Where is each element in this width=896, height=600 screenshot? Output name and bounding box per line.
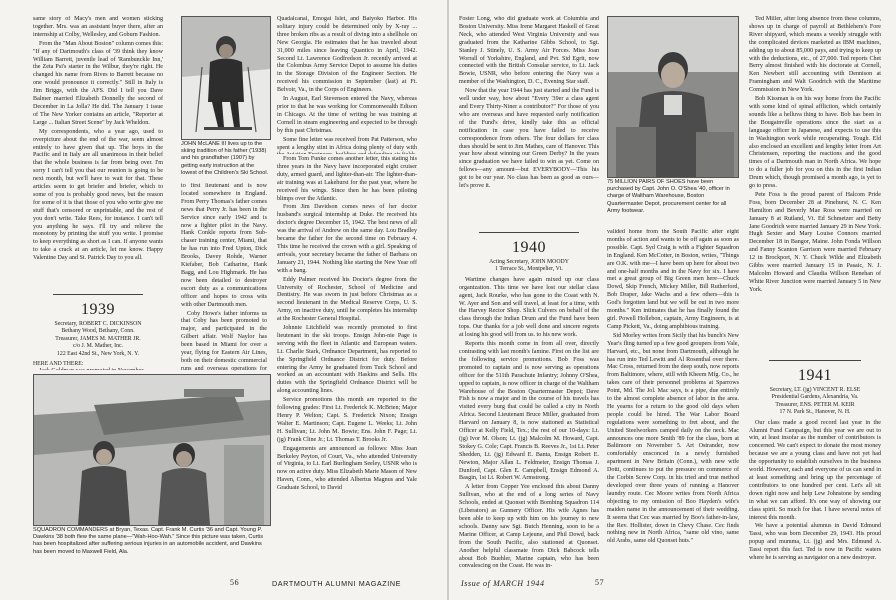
paragraph: In August, Earl Stevenson entered the Navy, whereas prior to that he was working for Commonwealth Edison in Chicago. At the time of writing he was training at Cornell in steam engineering and expected to be through by this past Christmas. — [277, 96, 417, 134]
paragraph: Foster Long, who did graduate work at Columbia and Boston University. Miss Irene Margaret Haskell of Great Neck, who attended West Virginia University and was graduated from the Katharine Gibbs School, to Sgt. Stanley J. Stinely, U. S. Army Air Forces. Miss Joan Worrall of Yorkshire, England, and Pvt. Sid Egrit, now connected with the British Consular service, to Lt. Jack Bowie, USNR, who before entering the Navy was a member of the Washington, D. C., Evening Star staff. — [459, 16, 599, 86]
paragraph: From Tom Funke comes another letter, this stating his three years in the Navy have incorporated eight cruiser duty, armed guard, and lighter-than-air. The lighter-than-air training was at Lakehurst for the past year, where he received his wings. Since then he has been piloting blimps over the Atlantic. — [277, 156, 417, 202]
paragraph — [33, 368, 163, 370]
skiing-photo-caption: JOHN McLANE III lives up to the skiing tradition of his father ('1938) and his grandfather (1907) by getting early instruction at the lowest of the Children's Ski School. — [181, 141, 269, 176]
paragraph: Eddy Palmer received his Doctor's degree from the University of Rochester, School of Medicine and Dentistry. He was sworn in just before Christmas as a second lieutenant in the Medical Reserve Corps, U. S. Army, on inactive duty, until he completes his internship at the Rochester General Hospital. — [277, 276, 417, 323]
left-column-2-bottom — [181, 183, 267, 371]
secretary-line: Secretary, ROBERT C. DICKINSON — [54, 321, 142, 327]
divider — [769, 360, 861, 361]
officer-portrait-photo — [607, 16, 739, 178]
paragraph: Now that the year 1944 has just started and the Fund is well under way, how about "Every '39er a class agent and Every Thirty-Niner a contributor?" For those of you who are overseas and have requested early notification of the Fund's drive, kindly take this as official notification in case you have failed to receive correspondence from others. The four dollars for class dues should be sent to Jim Mathes, care of Hanover. This year how about winning our Green Derby? In the years since graduation we have failed to win as yet. Come on fellows—any amount—but EVERYBODY—This his got to be our year. No class has been as good as ours—let's prove it. — [459, 88, 599, 190]
paragraph: valided home from the South Pacific after eight months of action and wants to be off again as soon as possible. Capt. Syd Craig is with a Fighter Squadron in England. Ken McCotter, in Boston, writes, "Things are O.K. with me—I have been up here for about two and one-half months and in the Navy for six. I have met a great group of Big Green men here—Chuck Dowd, Skip French, Mickey Miller, Bill Rutherford, Bob Draper, Jake Wachs and a few others—this is God's forgotten land but we will be out in two more months." Ken intimates that he has finally found the girl. Powell Hollebon, captain, Army Engineers, is at Camp Pickett, Va., doing amphibious training. — [607, 229, 739, 330]
paragraph: Engagements are announced as follows: Miss Joan Berkeley Peyton, of Court, Va., who attended University of Virginia, to Lt. Earl Burlingham Seeley, USNR who is now on active duty. Miss Elizabeth Marie Mason of New Haven, Conn., who attended Albertus Magnus and Yale Graduate School, to David — [277, 445, 417, 492]
class-year: 1940 — [512, 239, 546, 256]
class-year: 1939 — [81, 301, 115, 318]
right-column-1-top — [459, 16, 599, 226]
treasurer-address: c/o J. M. Mather, Inc. — [73, 343, 123, 350]
secretary-address: 1 Terrace St., Montpelier, Vt. — [495, 266, 563, 273]
paragraph: Bob Kissman is on his way home from the Pacific with some kind of spinal affliction, which certainly sounds like a helluva thing to have. Bob has been in the Bougainville operations since the start as a language officer in Japanese, and expects to use this in Washington work while recuperating. Tough. Eld also enclosed an excellent and lengthy letter from Art Christensen, reporting the reactions and the good times of a Dartmouth man in North Africa. We hope to do a fuller job for you on this in the first Indian Drum which, though promised a month ago, is yet to go to press. — [749, 96, 881, 190]
squadron-photo-illustration — [34, 375, 270, 525]
magazine-title: DARTMOUTH ALUMNI MAGAZINE — [272, 579, 402, 588]
skiing-child-photo-illustration — [182, 17, 270, 139]
secretary-address: Presidential Gardens, Alexandria, Va. — [771, 394, 859, 401]
right-page — [449, 0, 896, 600]
paragraph: Pete Foss is the proud parent of Halcom Pride Foss, born December 28 at Pinehurst, N. C. Ken Hamilton and Beverly Mae Ross were married on January 8 at Rutland, Vt. Ed Schmetzer and Betty Jane Goodrich were married January 29 in New York. Hugh Sexter and Mary Louise Connors married December 18 in Bangor, Maine. John Fonda Willson and Fanny Scanton Garrison were married February 12 in Brockport, N. Y. Chuck Wilde and Elizabeth Gibbs were married January 15 in Pasaic, N. J. Malcolm Howard and Claudia Willson Renehan of White River Junction were married January 5 in New York. — [749, 191, 881, 293]
paragraph: From Jim Davidson comes news of her doctor husband's surgical internship at Duke. He received his doctor's degree December 15, 1942. The best news of all was the arrival of Andrew on the same day. Lou Bradley became the father for the second time on February 4. This time he received the crown with a girl. Speaking of arrivals, your secretary became the father of Barbara on January 21, 1944. Nothing like starting the New Year off with a bang. — [277, 204, 417, 274]
left-column-1-top — [33, 16, 163, 288]
skiing-child-photo — [181, 16, 271, 140]
class-1941-section — [749, 356, 881, 574]
paragraph: Wartime changes have again mixed up our class organization. This time we have lost our stellar class agent, Jack Rourke, who has gone to the Coast with N. W. Ayer and Son and will travel, at least for a time, with the Harvey Rector Shop. Slick Culvers on behalf of the class through the Indian Drum and the Fund have been tops. Our thanks for a job well done and sincere regrets at losing his good will from us. to his new work. — [459, 276, 599, 339]
paragraph: to first lieutenant and is now located somewhere in England. From Perry Thomas's father comes news that Perry Jr. has been in the Service since early 1942 and is now a fighter pilot in the Navy. Hank Conkle reports from Sub-chaser training center, Miami, that he has run into Fred Upton, Dick Brooks, Davey Rohde, Warner Kiefaber, Bob Catharine, Hank Bagg, and Lou Highmark. He has now been detailed to destroyer escort duty as a communications officer and hopes to cross wits with other Dartmouth men. — [181, 183, 267, 308]
paragraph: Ted Miller, after long absence from these columns, shows up in charge of payroll at Bethlehem's Fore River shipyard, which means a weekly struggle with the complicated devices marketed as IBM machines, adding up to about 85,000 pays, and trying to keep up with the deductions, etc., of 27,000. Ted reports Chet Berry almost finished with his doctorate at Cornell, Ken Newbert still accounting with Dennison at Framingham and Walt Goodrich with the Maritime Commission in New York. — [749, 16, 881, 94]
paragraph: Our class made a good record last year in the Alumni Fund Campaign, but this year we are out to win, at least insofar as the number of contributors is concerned. We can't expect to donate the most money because we are a young class and have not yet had the opportunity to establish ourselves in the business world. However, each and everyone of us can send in at least something and bring up the percentage of contributors to one hundred per cent. Let's all sit down right now and help Lew Johnstone by sending in what we can afford. It's one way of showing our class spirit. So much for that. I have several notes of interest this month. — [749, 419, 881, 521]
page-number: 57 — [595, 578, 605, 587]
class-year: 1941 — [798, 367, 832, 384]
squadron-photo-caption: SQUADRON COMMANDERS at Bryan, Texas. Capt. Frank M. Curtis '36 and Capt. Young P. Dawkins '38 both flew the same plane—"Wah-Hoo-Wah." Since this picture was taken, Curtis has been hospitalized after suffering serious injuries in an automobile accident, and Dawkins has been moved to Maxwell Field, Ala. — [33, 527, 264, 555]
class-1940-section — [459, 228, 599, 573]
treasurer-line: Treasurer, JAMES M. MATHER JR. — [55, 335, 141, 342]
paragraph: same story of Macy's men and women sticking together. Mrs. was an assistant buyer there, after an internship at Colby, Wellesley, and Goburn Fashion. — [33, 16, 163, 38]
divider — [53, 294, 143, 295]
secretary-address: Bethany Wood, Bethany, Conn. — [61, 328, 135, 335]
left-column-3 — [277, 156, 417, 572]
paragraph: Johnnie Litchfield was recently promoted to first lieutenant in the ski troops. Ensign John-nie Page is serving with the fleet in Atlantic and European waters. Lt. Charlie Stark, Ordnance Department, has reported to the Springfield Ordnance District for duty. Before entering the Army he graduated from Tuck School and worked as an accountant with Haskins and Sells. His duties with the Springfield Ordnance District will be along accounting lines. — [277, 325, 417, 395]
secretary-line: Secretary, LT. (jg) VINCENT R. ELSE — [769, 387, 861, 393]
paragraph: Coby Howe's father informs us that Coby has been promoted to major, and participated in the Gilbert affair. Wolf Naylor has been based in Miami for over a year, flying for Eastern Air Lines, both on their domestic commercial runs and overseas operations for — [181, 310, 267, 371]
shoes-photo-caption: 75 MILLION PAIRS OF SHOES have been purchased by Capt. John O. O'Shea '40, officer in charge of Waltham Warehouse, Boston Quartermaster Depot, procurement center for all Army footwear. — [607, 179, 730, 214]
paragraph: Sid Morley writes from Sicily that his bunch's New Year's fling turned up a few good groupers from Vale, Harvard, etc., but none from Dartmouth, although he has run into Ted Lewitt and Al Rosenthal over there. Mac Cross, returned from the deep south, now reports from Baltimore, where, still with Kheem Mfg. Co., he takes care of their personnel problems at Sparrows Point, Md. The Jol. Mac says, is a pipe, due entirely to the almost complete absence of labor in the area. He yearns for a return to the good old days when people could be hired. The War Labor Board regulations were something to fret about, and the United Steelworkers camped daily on the neck. Mac announces one more Smith '89 for the class, born at Baltimore on November 5. Art Ostrander, now comfortably ensconced in a newly furnished apartment in New Britain (Conn.), with new wife Dotti, continues to put the pressure on commerce of the Corbin Screw Corp. in his tried and true method developed over three years of running a Hanover laundry route. Cec Moore writes from North Africa objecting to my omission of Boo Hayden's wife's maiden name in the announcement of their wedding. It seems that Cec was married by Boo's father-in-law, the Rev. Hollister, down in Chevy Chase. Cec finds nothing new in North Africa, "same old vino, same old Arabs, same old Quonset huts." — [607, 332, 739, 545]
paragraph: Service promotions this month are reported to the following grades: First Lt. Frederick K. McBrien; Major Henry P. Welton; Capt. S. Frederick Nixon; Ensign Walter E. Martinson; Capt. Eugene L. Weeks; Lt. John H. Sullivan; Lt. John M. Bowie; Ens. John F. Page; Lt. (jg) Frank Cline Jr.; Lt. Thomas T. Brooks Jr. — [277, 397, 417, 443]
paragraph: A letter from Copper Yee enclosed this about Danny Sullivan, who at the end of a long series of Navy Schools, ended at Quonset with Bombing Squadron 114 (Liberators) as Gunnery Officer. His wife Agnes has been able to keep up with him on his journey to new schools. Danny saw Sgt. Butch Henning, soon to be a Marine Officer, at Camp Lejeune, and Phil Dowd, back from the South Pacific, also stationed at Quonset. Another helpful classmate from Dick Babcock tells about Bob Buehler, Marine captain, who has been convalescing on the Coast. He was in- — [459, 484, 599, 570]
paragraph: My correspondents, who a year ago, used to overpicture about the end of the war, seem almost entirely to have given that up. The boys in the Pacific and in Italy are all unanimous in their belief that the whole business is far from being over. I'm sorry I can't tell you that our reunion is going to be next month, but we'll have to wait for that. These articles seem to get briefer and briefer, which to some of you is probably good news, but the reason for some of it is that those of you who write give me stuff that's censored or unprintable, and the rest of you don't write. Take Rees, for instance. I can't tell you anything he says. I'll try and relieve the monotony by printing the stuff you write. I promise to keep everything as short as I can. If anyone wants to take a crack at an article, let me know. Happy Valentine Day and St. Patrick Day to you all. — [33, 128, 163, 262]
paragraph: Quadalcanal, Emogai Islet, and Baiyoko Harbor. His solitary injury could be determined only by X-ray ... three broken ribs as a result of diving into a shellhole on New Georgia. He estimates that he has traveled about 31,000 miles since leaving Quantico in April, 1942. Second Lt. Lawrence Godfredson Jr. recently arrived at the Colombus Army Service Depot to assume his duties in the Storage Division of the Engineer Section. He received his commission in September (last) at Ft. Belvoir, Va., in the Corps of Engineers. — [277, 16, 417, 94]
officer-portrait-illustration — [608, 17, 738, 177]
squadron-commanders-photo — [33, 374, 271, 526]
left-column-2-top — [277, 16, 417, 154]
treasurer-line: Treasurer, ENS. PETER M. KEIR — [775, 401, 855, 408]
secretary-line: Acting Secretary, JOHN MOODY — [489, 259, 569, 265]
divider — [479, 232, 579, 233]
page-number: 56 — [230, 578, 240, 587]
class-1939-header — [33, 290, 163, 370]
right-column-3-top — [749, 16, 881, 354]
treasurer-address-2: 122 East 42nd St., New York, N. Y. — [57, 350, 139, 357]
treasurer-address: 17 N. Park St., Hanover, N. H. — [779, 409, 851, 416]
issue-date: Issue of MARCH 1944 — [461, 579, 545, 588]
section-heading: HERE AND THERE: — [33, 361, 84, 368]
paragraph: Some fine letter was received from Pat Patterson, who spent a lengthy stint in Africa doing plenty of duty with — [277, 136, 417, 151]
right-column-2-bottom — [607, 229, 739, 574]
paragraph: From the "Man About Boston" column comes this: "If any of Dartmouth's class of '39 think they know William Barrett, juvenile lead of 'Rambunckle Inn,' the Zeta Psi's starter in the Wilbur, they're right. He changed his name from Rives to Barrett because no one would pronounce it correctly." Still in Italy is Jim Briggs, with the AFS. Did I tell you Dave Balmer married Elizabeth Donnelly the second of December in La Jolla? He did. The January 1 issue of The New Yorker contains an article, "Reporter at Large ... Italian Street Scene" by Jack Wheldon. — [33, 40, 163, 126]
paragraph: We have a potential alumnus in David Edmund Tassi, who was born December 29, 1943. His proud popup and mumma, Lt. (jg) and Mrs. Edmund A. Tassi report this fact. Ted is now in Pacific waters where he is serving as navigator on a new destroyer. — [749, 523, 881, 562]
paragraph: Reports this month come in from all over, directly contrasting with last month's famine. First on the list are the following service promotions. Bob Foss was promoted to captain and is now serving as operations officer for the 511th Parachute Infantry; Johnny O'Shea, upped to captain, is now officer in charge of the Waltham Warehouse of the Boston Quartermaster Depot; Dave Fish is now a major and in the course of his travels has visited every burg that could be called a city in North Africa. Second Lieutenant Bruce Miller, graduated from Harvard on January 8, is now stationed as Statistical Officer at Kelly Field, Tex.; the rest of our 10-days: Lt. (jg) Ivor M. Olson; Lt. (jg) Malcolm M. Howard, Capt. Stokey G. Cole; Capt. Francis B. Reeves Jr., 1st Lt. Peter Shedden, Lt. (jg) Edward E. Banta, Ensign Robert E. Newton, Major Allan L. Feldmeier, Ensign Thomas J. Dunford, Capt. Glen E. Campbell, Ensign Edmond A. Basgin, 1st Lt. Robert W. Armstrong. — [459, 341, 599, 482]
